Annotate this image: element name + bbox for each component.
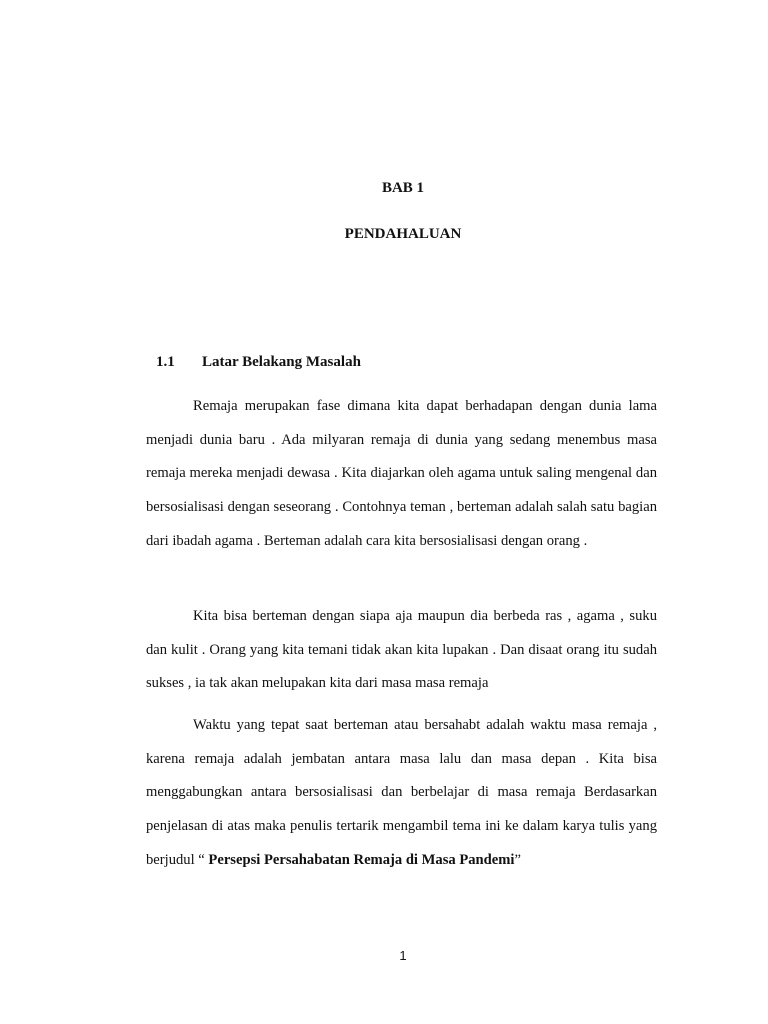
closing-quote: ” [514,851,521,868]
section-title: Latar Belakang Masalah [202,354,361,370]
chapter-number: BAB 1 [381,180,425,196]
research-title: Persepsi Persahabatan Remaja di Masa Pandemi [208,851,515,868]
chapter-title: PENDAHALUAN [344,226,462,242]
paragraph-3-text: Waktu yang tepat saat berteman atau bersahabt adalah waktu masa remaja , karena remaja adalah jembatan antara masa lalu dan masa depan . Kita bisa menggabungkan antara bersosialisasi dan berbelajar di masa remaja Berdasarkan penjelasan di atas maka penulis tertarik mengambil tema ini ke dalam karya tulis yang berjudul “ [146,717,657,868]
paragraph-3 [146,709,657,878]
paragraph-1: Remaja merupakan fase dimana kita dapat berhadapan dengan dunia lama menjadi dunia baru . Ada milyaran remaja di dunia yang sedang menembus masa remaja mereka menjadi dewasa . Kita diajarkan oleh agama untuk saling mengenal dan bersosialisasi dengan seseorang . Contohnya teman , berteman adalah salah satu bagian dari ibadah agama . Berteman adalah cara kita bersosialisasi dengan orang . [146,398,657,549]
section-heading [156,354,361,371]
section-number: 1.1 [156,354,175,370]
paragraph-2: Kita bisa berteman dengan siapa aja maupun dia berbeda ras , agama , suku dan kulit . Orang yang kita temani tidak akan kita lupakan . Dan disaat orang itu sudah sukses , ia tak akan melupakan kita dari masa masa remaja [146,608,657,692]
page-number: 1 [399,948,407,963]
